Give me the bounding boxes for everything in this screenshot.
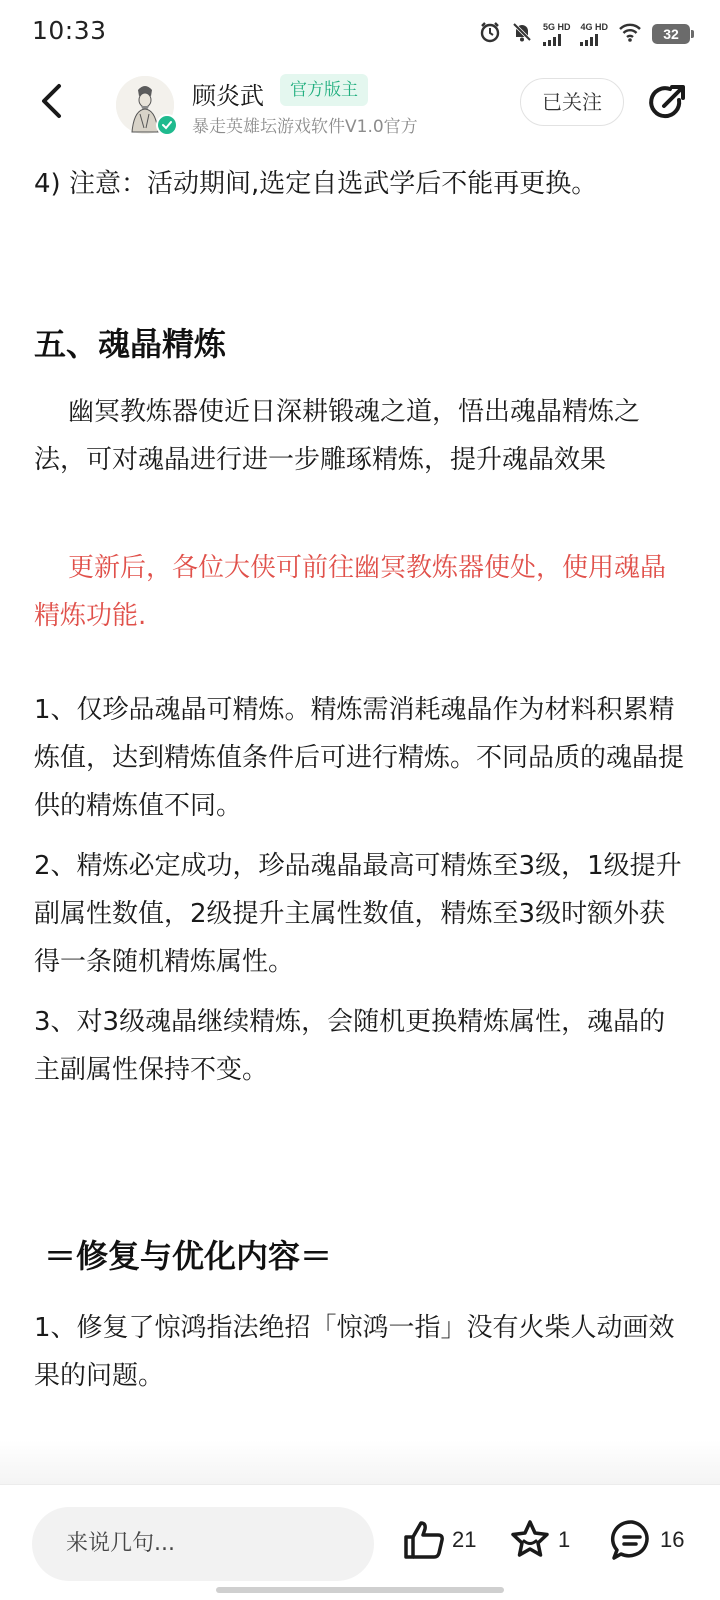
- status-bar: [0, 0, 720, 64]
- official-moderator-tag: 官方版主: [280, 74, 368, 106]
- section-title-fixes: ＝修复与优化内容＝: [44, 1237, 333, 1275]
- alarm-icon: [479, 21, 501, 47]
- note-line: 4) 注意：活动期间,选定自选武学后不能再更换。: [34, 169, 598, 199]
- list-item: 3、对3级魂晶继续精炼，会随机更换精炼属性，魂晶的主副属性保持不变。: [34, 1007, 666, 1085]
- mute-icon: [511, 21, 533, 47]
- status-icons: [479, 20, 690, 48]
- author-name[interactable]: 顾炎武: [192, 82, 264, 110]
- section-title-soul-crystal-refining: 五、魂晶精炼: [34, 325, 227, 363]
- share-icon: [645, 81, 689, 125]
- content-fade: [0, 1440, 720, 1484]
- like-count: 21: [452, 1527, 477, 1552]
- thumbs-up-icon: [402, 1518, 446, 1562]
- list-item: 2、精炼必定成功，珍品魂晶最高可精炼至3级，1级提升副属性数值，2级提升主属性数值，精炼至3级时额外获得一条随机精炼属性。: [34, 851, 682, 977]
- share-button[interactable]: [642, 78, 692, 128]
- favorite-count: 1: [558, 1527, 571, 1552]
- list-item: 1、修复了惊鸿指法绝招「惊鸿一指」没有火柴人动画效果的问题。: [34, 1313, 675, 1391]
- bottom-action-bar: [0, 1484, 720, 1600]
- star-icon: [508, 1518, 552, 1562]
- section-intro-paragraph: 幽冥教炼器使近日深耕锻魂之道，悟出魂晶精炼之法，可对魂晶进行进一步雕琢精炼，提升魂晶效果: [34, 397, 641, 475]
- comment-input[interactable]: 来说几句...: [32, 1507, 374, 1581]
- post-header: [0, 64, 720, 154]
- avatar[interactable]: [116, 76, 174, 134]
- comment-count: 16: [660, 1527, 685, 1552]
- like-button[interactable]: [402, 1515, 476, 1565]
- status-time: 10:33: [32, 16, 107, 45]
- verified-badge-icon: [156, 114, 178, 136]
- back-button[interactable]: [28, 78, 74, 124]
- highlight-paragraph: 更新后，各位大侠可前往幽冥教炼器使处，使用魂晶精炼功能.: [34, 553, 667, 631]
- follow-button[interactable]: 已关注: [520, 78, 624, 126]
- list-item: 1、仅珍品魂晶可精炼。精炼需消耗魂晶作为材料积累精炼值，达到精炼值条件后可进行精炼。不同品质的魂晶提供的精炼值不同。: [34, 695, 685, 821]
- signal-5g-icon: 5G HD: [543, 23, 571, 46]
- wifi-icon: [618, 22, 642, 46]
- comments-button[interactable]: [610, 1515, 684, 1565]
- author-subtitle: 暴走英雄坛游戏软件V1.0官方: [192, 117, 418, 137]
- home-indicator[interactable]: [216, 1587, 504, 1593]
- battery-icon: 32: [652, 24, 690, 44]
- signal-4g-icon: 4G HD: [580, 23, 608, 46]
- comment-bubble-icon: [610, 1518, 654, 1562]
- favorite-button[interactable]: [508, 1515, 570, 1565]
- chevron-left-icon: [37, 83, 65, 119]
